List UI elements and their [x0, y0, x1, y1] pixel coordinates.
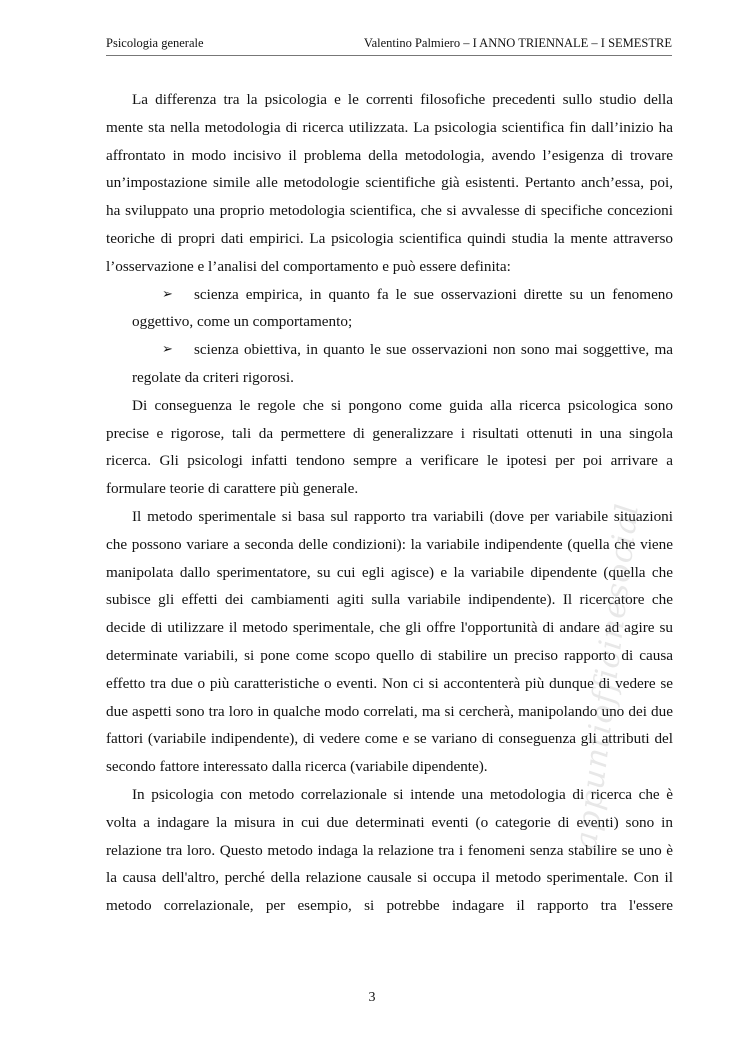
watermark-text: appuntiofficinesocial [567, 501, 647, 852]
bullet-text: scienza obiettiva, in quanto le sue osservazioni non sono mai soggettive, ma regolate da criteri rigorosi. [132, 341, 673, 386]
paragraph-consequences: Di conseguenza le regole che si pongono come guida alla ricerca psicologica sono precise e rigorose, tali da permettere di generalizzare i risultati ottenuti in una singola ricerca. Gli psicologi infatti tendono sempre a verificare le ipotesi per poi arrivare a formulare teorie di carattere più generale. [106, 396, 673, 498]
paragraph-experimental-method: Il metodo sperimentale si basa sul rapporto tra variabili (dove per variabile situazioni che possono variare a seconda delle condizioni): la variabile indipendente (quella che viene manipolata dallo sperimentatore, su cui egli agisce) e la variabile dipendente (quella che subisce gli effetti dei cambiamenti agiti sulla variabile indipendente). Il ricercatore che decide di utilizzare il metodo sperimentale, che gli offre l'opportunità di andare ad agire su determinate variabili, si pone come scopo quello di stabilire un preciso rapporto di causa effetto tra due o più caratteristiche o eventi. Non ci si accontenterà più dunque di vedere se due aspetti sono tra loro in qualche modo correlati, ma si cercherà, manipolando uno dei due fattori (variabile indipendente), di vedere come e se variano di conseguenza gli attributi del secondo fattore interessato dalla ricerca (variabile dipendente). [106, 507, 673, 776]
document-body [106, 86, 673, 920]
arrowhead-bullet-icon: ➢ [162, 286, 173, 302]
paragraph-intro: La differenza tra la psicologia e le correnti filosofiche precedenti sullo studio della mente sta nella metodologia di ricerca utilizzata. La psicologia scientifica fin dall’inizio ha affrontato in modo incisivo il problema della metodologia, avendo l’esigenza di trovare un’impostazione simile alle metodologie scientifiche già esistenti. Pertanto anch’essa, poi, ha sviluppato una proprio metodologia scientifica, che si avvalesse di specifiche concezioni teoriche di propri dati empirici. La psicologia scientifica quindi studia la mente attraverso l’osservazione e l’analisi del comportamento e può essere definita: [106, 91, 673, 275]
bullet-item-empirical [106, 281, 673, 337]
arrowhead-bullet-icon: ➢ [162, 342, 173, 358]
bullet-text: scienza empirica, in quanto fa le sue osservazioni dirette su un fenomeno oggettivo, come un comportamento; [132, 285, 673, 331]
page-number: 3 [368, 990, 376, 1005]
header-divider [106, 55, 672, 56]
paragraph-correlational-method: In psicologia con metodo correlazionale si intende una metodologia di ricerca che è volta a indagare la misura in cui due determinati eventi (o categorie di eventi) sono in relazione tra loro. Questo metodo indaga la relazione tra i fenomeni senza stabilire se uno è la causa dell'altro, perché della relazione causale si occupa il metodo sperimentale. Con il metodo correlazionale, per esempio, si potrebbe indagare il rapporto tra l'essere [106, 785, 673, 915]
bullet-item-objective [106, 336, 673, 392]
page-header [106, 36, 672, 52]
header-author-info: Valentino Palmiero – I ANNO TRIENNALE – I SEMESTRE [363, 36, 672, 50]
header-course-title: Psicologia generale [106, 36, 204, 50]
